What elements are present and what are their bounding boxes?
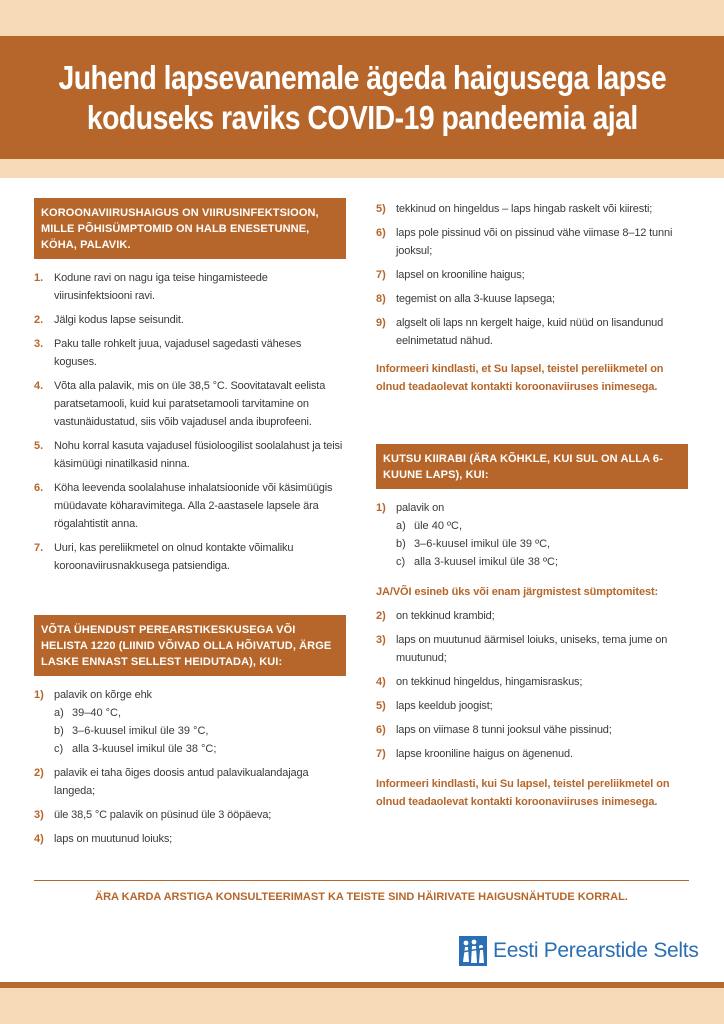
left-column — [34, 198, 346, 848]
list-item: 4) on tekkinud hingeldus, hingamisraskus; — [376, 676, 583, 688]
list-item: 3) laps on muutunud äärmisel loiuks, uniseks, tema jume on muutunud; — [376, 634, 668, 664]
section-heading-call-ambulance: KUTSU KIIRABI (ÄRA KÕHKLE, KUI SUL ON ALLA 6-KUUNE LAPS), KUI: — [376, 444, 688, 489]
symptoms-heading: JA/VÕI esineb üks või enam järgmistest sümptomitest: — [376, 586, 659, 598]
organization-logo — [459, 936, 699, 966]
footer-divider — [34, 880, 689, 881]
list-item: 4) laps on muutunud loiuks; — [34, 833, 173, 845]
family-icon — [459, 936, 487, 966]
sub-item: a) 39–40 °C, — [54, 707, 122, 719]
ambulance-list — [376, 499, 688, 571]
list-item: 3) üle 38,5 °C palavik on püsinud üle 3 ööpäeva; — [34, 809, 272, 821]
list-item: 2) on tekkinud krambid; — [376, 610, 495, 622]
section-heading-contact-doctor: VÕTA ÜHENDUST PEREARSTIKESKUSEGA VÕI HELISTA 1220 (LIINID VÕIVAD OLLA HÕIVATUD, ÄRGE LASKE ENNAST SELLEST HEIDUTADA), KUI: — [34, 615, 346, 676]
organization-name: Eesti Perearstide Selts — [493, 939, 699, 962]
list-item: 8) tegemist on alla 3-kuuse lapsega; — [376, 293, 555, 305]
list-item: 7) lapsel on krooniline haigus; — [376, 269, 525, 281]
list-item: 1) palavik on kõrge ehk a) 39–40 °C, b) 3–6-kuusel imikul üle 39 °C, c) alla 3-kuusel imikul üle 38 °C; — [34, 686, 346, 758]
sub-item: c) alla 3-kuusel imikul üle 38 ºC; — [396, 556, 559, 568]
list-item: 2) palavik ei taha õiges doosis antud palavikualandajaga langeda; — [34, 767, 309, 797]
list-item: 5. Nohu korral kasuta vajadusel füsioloogilist soolalahust ja teisi käsimüügi ninatilkasid ninna. — [34, 440, 343, 470]
header-lower-band — [0, 159, 724, 178]
list-item: 9) algselt oli laps nn kergelt haige, kuid nüüd on lisandunud eelnimetatud nähud. — [376, 317, 664, 347]
top-decor-band — [0, 0, 724, 36]
list-item: 6. Köha leevenda soolalahuse inhalatsioonide või käsimüügis müüdavate köharavimitega. Alla 2-aastasele lapsele ära rögalahtistit anna. — [34, 482, 333, 530]
footer-note: ÄRA KARDA ARSTIGA KONSULTEERIMAST KA TEISTE SIND HÄIRIVATE HAIGUSNÄHTUDE KORRAL. — [95, 891, 628, 903]
list-item: 2. Jälgi kodus lapse seisundit. — [34, 314, 184, 326]
home-care-list — [34, 269, 346, 575]
list-item: 1. Kodune ravi on nagu iga teise hingamisteede viirusinfektsiooni ravi. — [34, 272, 268, 302]
title-line-2: koduseks raviks COVID-19 pandeemia ajal — [86, 98, 638, 136]
list-item: 7) lapse krooniline haigus on ägenenud. — [376, 748, 573, 760]
contact-doctor-list-continued — [376, 200, 688, 350]
section-heading-covid-info: KOROONAVIIRUSHAIGUS ON VIIRUSINFEKTSIOON, MILLE PÕHISÜMPTOMID ON HALB ENESETUNNE, KÖHA, PALAVIK. — [34, 198, 346, 259]
list-item: 1) palavik on a) üle 40 ºC, b) 3–6-kuusel imikul üle 39 ºC, c) alla 3-kuusel imikul üle 38 ºC; — [376, 499, 688, 571]
title-banner — [0, 36, 724, 159]
list-item: 6) laps pole pissinud või on pissinud vähe viimase 8–12 tunni jooksul; — [376, 227, 673, 257]
inform-note-1: Informeeri kindlasti, et Su lapsel, teistel pereliikmetel on olnud teadaolevat kontakti koroonaviiruses inimesega. — [376, 363, 664, 393]
sub-item: b) 3–6-kuusel imikul üle 39 °C, — [54, 725, 209, 737]
fever-sublist — [54, 704, 346, 758]
symptoms-list — [376, 607, 688, 763]
title-line-1: Juhend lapsevanemale ägeda haigusega lapse — [58, 58, 666, 96]
sub-item: b) 3–6-kuusel imikul üle 39 ºC, — [396, 538, 551, 550]
right-column — [376, 198, 688, 811]
list-item: 7. Uuri, kas pereliikmetel on olnud kontakte võimaliku koroonaviirusnakkusega patsiendiga. — [34, 542, 294, 572]
list-item: 4. Võta alla palavik, mis on üle 38,5 °C. Soovitatavalt eelista paratsetamooli, kuid kui paratsetamooli tarvitamine on vastunäidustatud, siis võib vajadusel anda ibuprofeeni. — [34, 380, 326, 428]
list-item: 5) tekkinud on hingeldus – laps hingab raskelt või kiiresti; — [376, 203, 653, 215]
list-item: 5) laps keeldub joogist; — [376, 700, 493, 712]
bottom-decor-band — [0, 988, 724, 1024]
inform-note-2: Informeeri kindlasti, kui Su lapsel, teistel pereliikmetel on olnud teadaolevat kontakti koroonaviiruses inimesega. — [376, 778, 670, 808]
sub-item: a) üle 40 ºC, — [396, 520, 463, 532]
list-item: 3. Paku talle rohkelt juua, vajadusel sagedasti väheses koguses. — [34, 338, 302, 368]
list-item: 6) laps on viimase 8 tunni jooksul vähe pissinud; — [376, 724, 612, 736]
contact-doctor-list — [34, 686, 346, 848]
sub-item: c) alla 3-kuusel imikul üle 38 °C; — [54, 743, 217, 755]
page-title — [58, 58, 666, 138]
fever-sublist — [396, 517, 688, 571]
